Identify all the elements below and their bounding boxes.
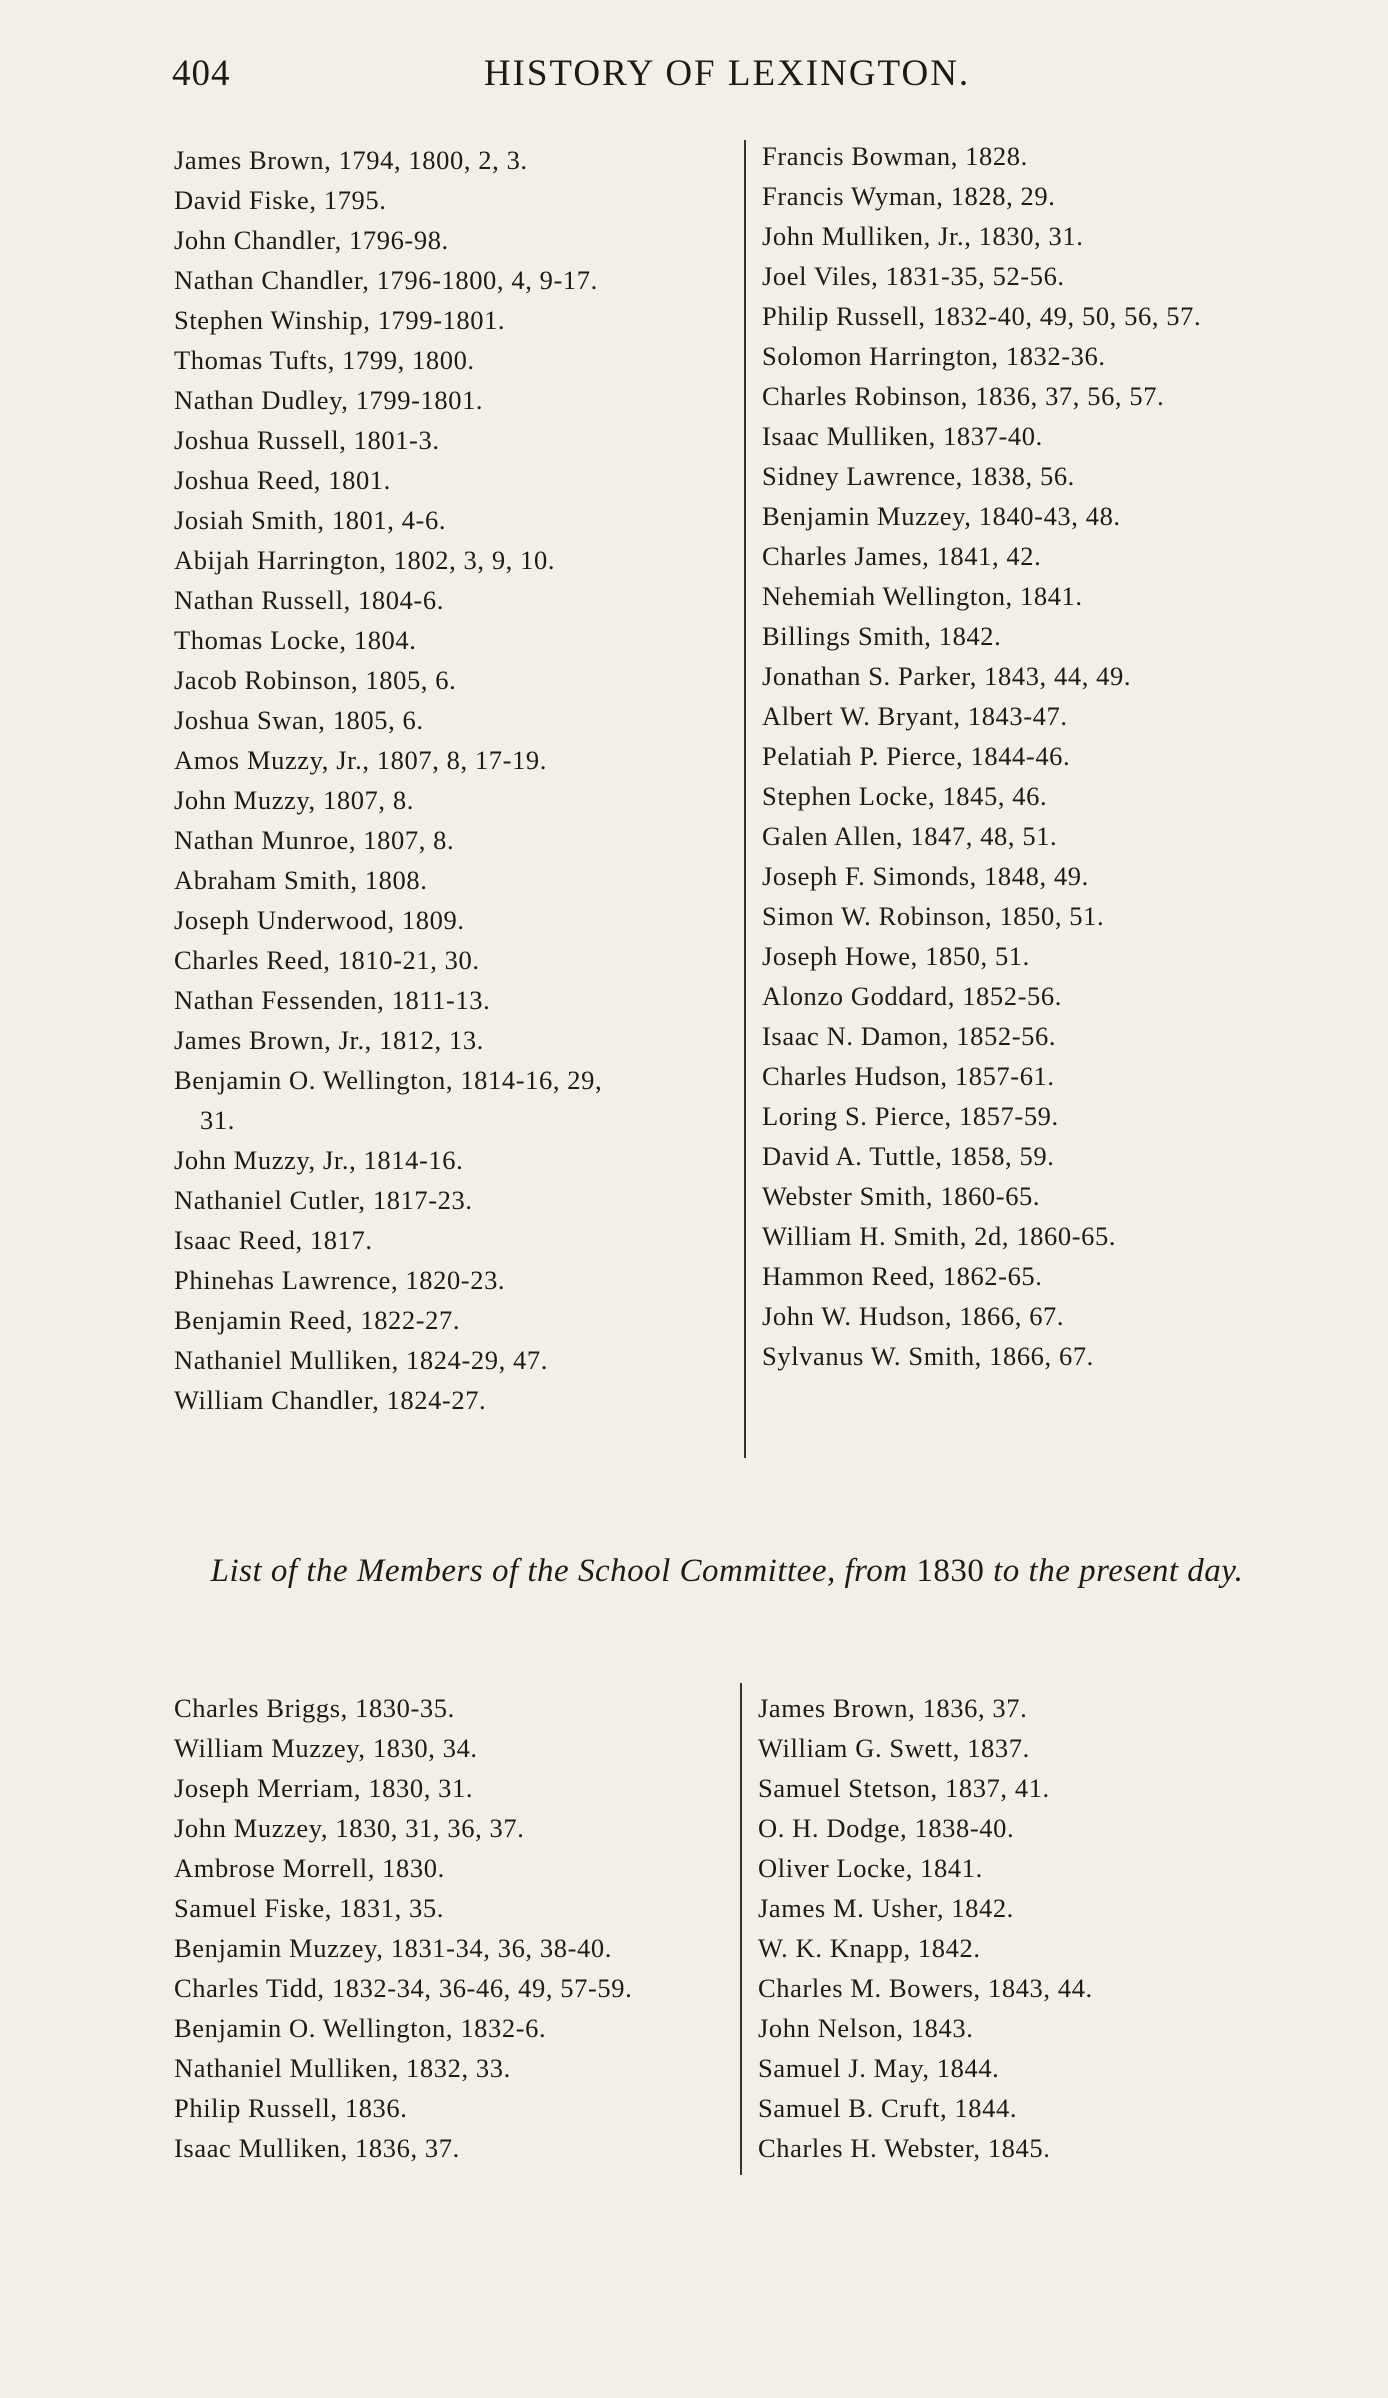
list-item: Webster Smith, 1860-65.	[762, 1181, 1041, 1211]
list-item: Nathaniel Mulliken, 1832, 33.	[174, 2053, 511, 2083]
list-item: Nathan Fessenden, 1811-13.	[174, 985, 491, 1015]
list-item: James Brown, Jr., 1812, 13.	[174, 1025, 484, 1055]
list-item: Nathan Munroe, 1807, 8.	[174, 825, 455, 855]
list-item: Solomon Harrington, 1832-36.	[762, 341, 1106, 371]
selectmen-list-right	[762, 136, 1201, 1376]
section-heading-part2: to the present day.	[993, 1553, 1244, 1589]
list-item: Charles James, 1841, 42.	[762, 541, 1042, 571]
list-item: Nathan Russell, 1804-6.	[174, 585, 444, 615]
list-item: Simon W. Robinson, 1850, 51.	[762, 901, 1105, 931]
list-item: Nehemiah Wellington, 1841.	[762, 581, 1083, 611]
list-item: John W. Hudson, 1866, 67.	[762, 1301, 1065, 1331]
list-item: O. H. Dodge, 1838-40.	[758, 1813, 1015, 1843]
list-item: Charles M. Bowers, 1843, 44.	[758, 1973, 1093, 2003]
running-title: HISTORY OF LEXINGTON.	[483, 53, 971, 94]
list-item: Stephen Winship, 1799-1801.	[174, 305, 506, 335]
list-item: Charles Hudson, 1857-61.	[762, 1061, 1055, 1091]
list-item: Stephen Locke, 1845, 46.	[762, 781, 1048, 811]
list-item: Hammon Reed, 1862-65.	[762, 1261, 1043, 1291]
list-item: Alonzo Goddard, 1852-56.	[762, 981, 1062, 1011]
list-item: Philip Russell, 1832-40, 49, 50, 56, 57.	[762, 301, 1202, 331]
list-item: Benjamin Muzzey, 1831-34, 36, 38-40.	[174, 1933, 612, 1963]
list-item: John Muzzy, 1807, 8.	[174, 785, 414, 815]
list-item: James M. Usher, 1842.	[758, 1893, 1014, 1923]
list-item: Sidney Lawrence, 1838, 56.	[762, 461, 1075, 491]
list-item: Charles Tidd, 1832-34, 36-46, 49, 57-59.	[174, 1973, 633, 2003]
page-number: 404	[172, 53, 231, 94]
list-item: Samuel J. May, 1844.	[758, 2053, 1000, 2083]
list-item: Samuel Fiske, 1831, 35.	[174, 1893, 444, 1923]
section-heading	[172, 1545, 1282, 1597]
page-header	[172, 52, 1282, 102]
selectmen-list-left	[174, 140, 602, 1420]
list-item: Benjamin Reed, 1822-27.	[174, 1305, 461, 1335]
list-item: William Chandler, 1824-27.	[174, 1385, 487, 1415]
list-item: Francis Wyman, 1828, 29.	[762, 181, 1056, 211]
list-item: 31.	[200, 1105, 235, 1135]
list-item: John Muzzy, Jr., 1814-16.	[174, 1145, 464, 1175]
list-item: Joel Viles, 1831-35, 52-56.	[762, 261, 1065, 291]
list-item: Joshua Russell, 1801-3.	[174, 425, 440, 455]
list-item: Joshua Swan, 1805, 6.	[174, 705, 424, 735]
list-item: David A. Tuttle, 1858, 59.	[762, 1141, 1055, 1171]
list-item: Loring S. Pierce, 1857-59.	[762, 1101, 1059, 1131]
list-item: Isaac Reed, 1817.	[174, 1225, 373, 1255]
list-item: James Brown, 1836, 37.	[758, 1693, 1028, 1723]
list-item: Nathan Chandler, 1796-1800, 4, 9-17.	[174, 265, 598, 295]
list-item: Billings Smith, 1842.	[762, 621, 1002, 651]
list-item: Josiah Smith, 1801, 4-6.	[174, 505, 447, 535]
list-item: Jacob Robinson, 1805, 6.	[174, 665, 457, 695]
list-item: Joshua Reed, 1801.	[174, 465, 391, 495]
list-item: Charles H. Webster, 1845.	[758, 2133, 1051, 2163]
list-item: Charles Briggs, 1830-35.	[174, 1693, 455, 1723]
list-item: Abijah Harrington, 1802, 3, 9, 10.	[174, 545, 556, 575]
list-item: Benjamin Muzzey, 1840-43, 48.	[762, 501, 1121, 531]
list-item: Charles Robinson, 1836, 37, 56, 57.	[762, 381, 1165, 411]
school-committee-list-right	[758, 1688, 1093, 2168]
list-item: William Muzzey, 1830, 34.	[174, 1733, 478, 1763]
list-item: Francis Bowman, 1828.	[762, 141, 1028, 171]
list-item: John Nelson, 1843.	[758, 2013, 974, 2043]
list-item: Joseph Howe, 1850, 51.	[762, 941, 1030, 971]
list-item: James Brown, 1794, 1800, 2, 3.	[174, 145, 528, 175]
list-item: Nathan Dudley, 1799-1801.	[174, 385, 484, 415]
list-item: Joseph Merriam, 1830, 31.	[174, 1773, 474, 1803]
list-item: Joseph Underwood, 1809.	[174, 905, 465, 935]
list-item: Abraham Smith, 1808.	[174, 865, 428, 895]
list-item: Benjamin O. Wellington, 1814-16, 29,	[174, 1065, 603, 1095]
list-item: Samuel Stetson, 1837, 41.	[758, 1773, 1050, 1803]
school-committee-list-left	[174, 1688, 632, 2168]
list-item: Isaac Mulliken, 1837-40.	[762, 421, 1043, 451]
list-item: Albert W. Bryant, 1843-47.	[762, 701, 1068, 731]
list-item: William G. Swett, 1837.	[758, 1733, 1030, 1763]
list-item: Joseph F. Simonds, 1848, 49.	[762, 861, 1089, 891]
list-item: Samuel B. Cruft, 1844.	[758, 2093, 1018, 2123]
list-item: John Chandler, 1796-98.	[174, 225, 449, 255]
list-item: Nathaniel Cutler, 1817-23.	[174, 1185, 473, 1215]
list-item: John Mulliken, Jr., 1830, 31.	[762, 221, 1084, 251]
list-item: Thomas Tufts, 1799, 1800.	[174, 345, 475, 375]
column-divider	[740, 1683, 742, 2175]
list-item: Pelatiah P. Pierce, 1844-46.	[762, 741, 1071, 771]
list-item: Nathaniel Mulliken, 1824-29, 47.	[174, 1345, 548, 1375]
list-item: William H. Smith, 2d, 1860-65.	[762, 1221, 1117, 1251]
list-item: Thomas Locke, 1804.	[174, 625, 417, 655]
section-heading-part1: List of the Members of the School Committee, from	[210, 1553, 908, 1589]
list-item: Oliver Locke, 1841.	[758, 1853, 983, 1883]
list-item: Phinehas Lawrence, 1820-23.	[174, 1265, 506, 1295]
list-item: Sylvanus W. Smith, 1866, 67.	[762, 1341, 1094, 1371]
list-item: Charles Reed, 1810-21, 30.	[174, 945, 480, 975]
list-item: John Muzzey, 1830, 31, 36, 37.	[174, 1813, 525, 1843]
list-item: Isaac N. Damon, 1852-56.	[762, 1021, 1057, 1051]
list-item: Galen Allen, 1847, 48, 51.	[762, 821, 1058, 851]
list-item: Benjamin O. Wellington, 1832-6.	[174, 2013, 547, 2043]
list-item: Amos Muzzy, Jr., 1807, 8, 17-19.	[174, 745, 548, 775]
section-heading-year: 1830	[916, 1553, 985, 1589]
list-item: Isaac Mulliken, 1836, 37.	[174, 2133, 460, 2163]
list-item: David Fiske, 1795.	[174, 185, 387, 215]
list-item: Ambrose Morrell, 1830.	[174, 1853, 445, 1883]
column-divider	[744, 140, 746, 1458]
list-item: Philip Russell, 1836.	[174, 2093, 408, 2123]
list-item: Jonathan S. Parker, 1843, 44, 49.	[762, 661, 1132, 691]
list-item: W. K. Knapp, 1842.	[758, 1933, 981, 1963]
